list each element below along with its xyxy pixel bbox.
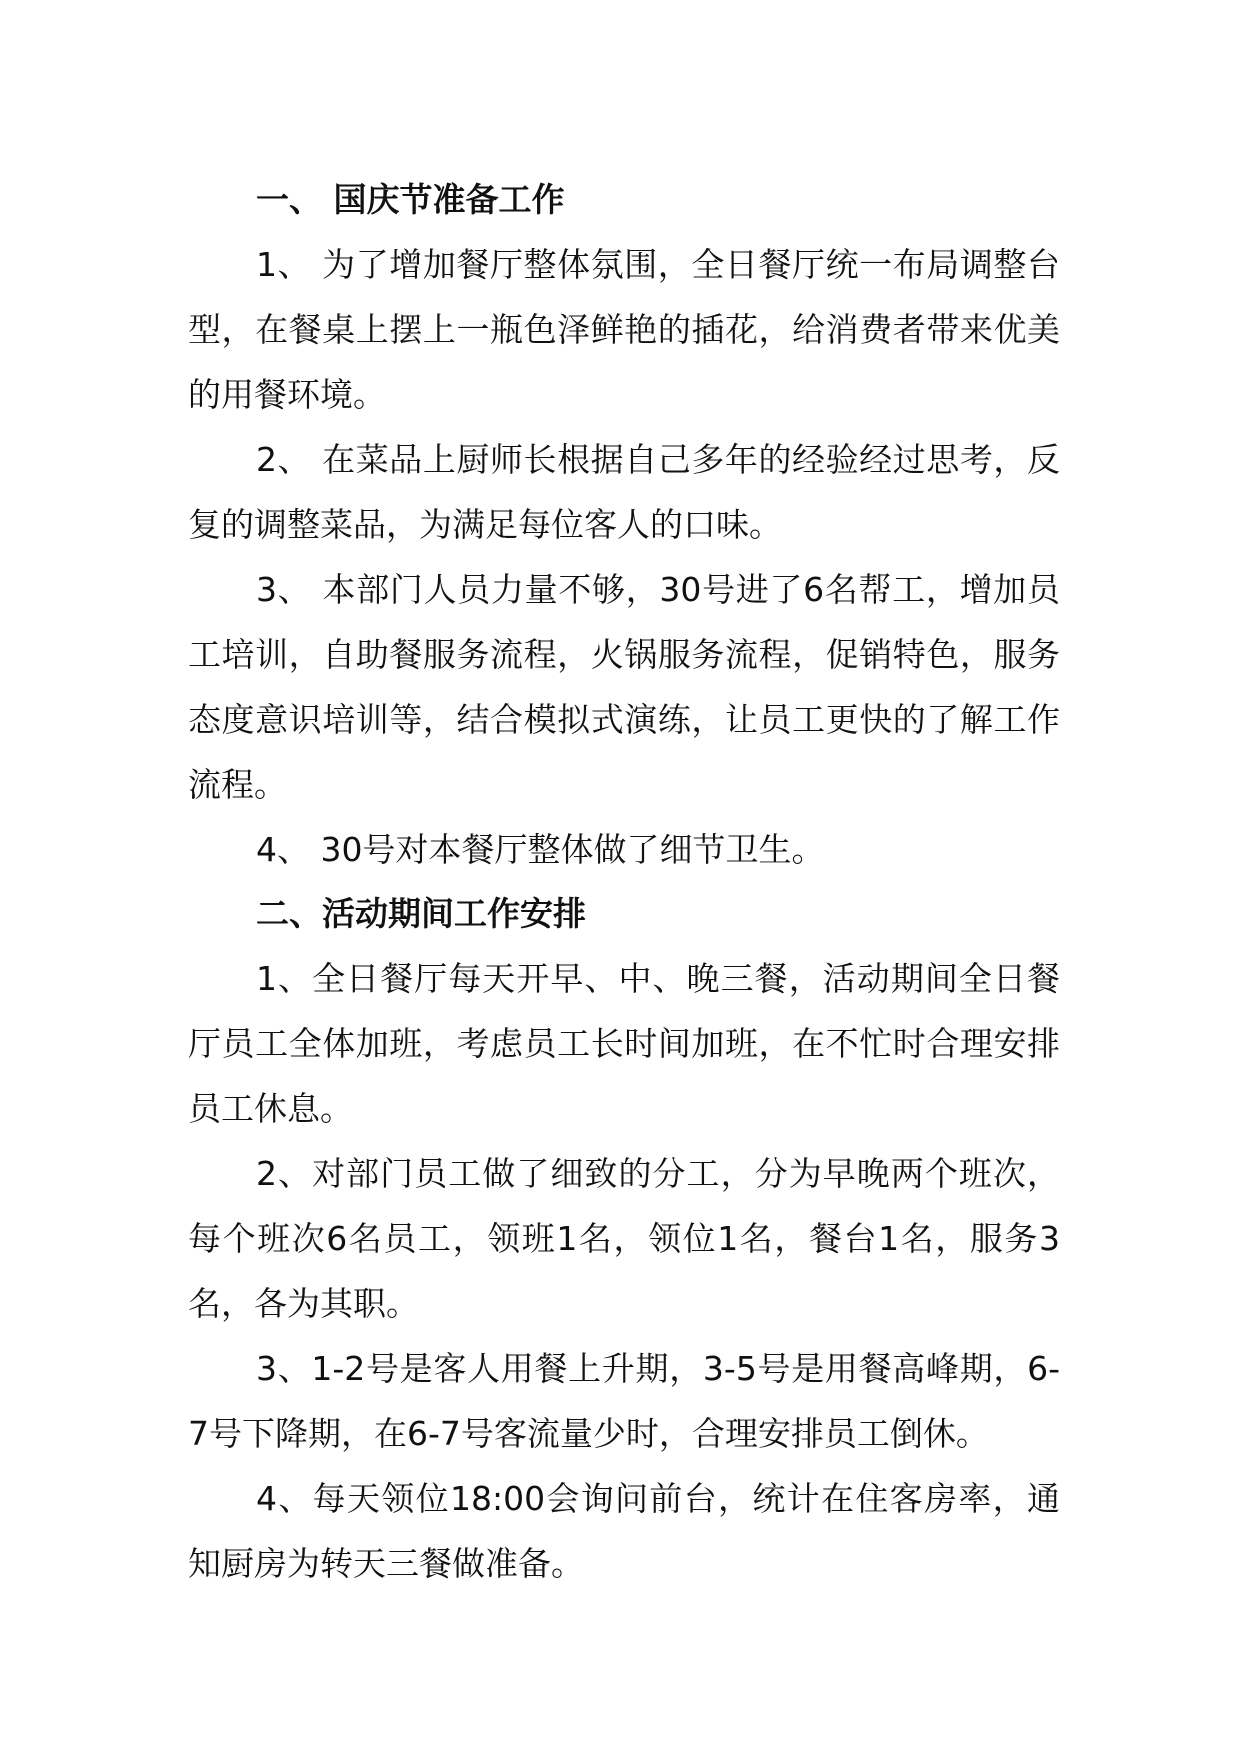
section-2-item-2: 2、对部门员工做了细致的分工，分为早晚两个班次，每个班次6名员工，领班1名，领位1名，餐台1名，服务3名，各为其职。 — [188, 1154, 1060, 1323]
section-2-item-3: 3、1-2号是客人用餐上升期，3-5号是用餐高峰期，6-7号下降期，在6-7号客流量少时，合理安排员工倒休。 — [188, 1349, 1060, 1453]
section-1-item-4: 4、 30号对本餐厅整体做了细节卫生。 — [256, 830, 825, 869]
section-heading-2: 二、活动期间工作安排 — [256, 894, 586, 933]
section-1-item-3: 3、 本部门人员力量不够，30号进了6名帮工，增加员工培训，自助餐服务流程，火锅服务流程，促销特色，服务态度意识培训等，结合模拟式演练，让员工更快的了解工作流程。 — [188, 570, 1060, 804]
section-2-item-4: 4、每天领位18:00会询问前台，统计在住客房率，通知厨房为转天三餐做准备。 — [188, 1479, 1060, 1583]
section-1-item-1: 1、 为了增加餐厅整体氛围，全日餐厅统一布局调整台型，在餐桌上摆上一瓶色泽鲜艳的插花，给消费者带来优美的用餐环境。 — [188, 245, 1060, 414]
section-2-item-1: 1、全日餐厅每天开早、中、晚三餐，活动期间全日餐厅员工全体加班，考虑员工长时间加班，在不忙时合理安排员工休息。 — [188, 959, 1060, 1128]
section-heading-1: 一、 国庆节准备工作 — [256, 180, 565, 219]
document-body — [188, 168, 1060, 1596]
section-1-item-2: 2、 在菜品上厨师长根据自己多年的经验经过思考，反复的调整菜品，为满足每位客人的口味。 — [188, 440, 1060, 544]
